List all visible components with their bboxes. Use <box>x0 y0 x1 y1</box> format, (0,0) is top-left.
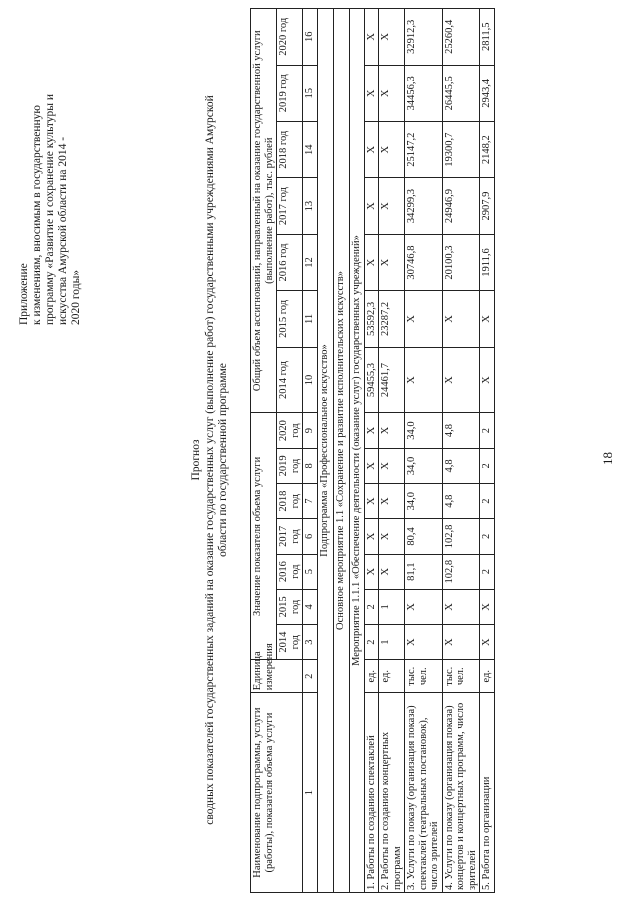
row-value: 20100,3 <box>442 234 480 290</box>
column-number: 13 <box>303 178 318 234</box>
row-value: 34,0 <box>405 413 443 448</box>
title-line: области по государственной программе <box>217 363 229 557</box>
header-year: 2019 год <box>277 65 303 121</box>
row-value: X <box>379 554 405 589</box>
header-name: Наименование подпрограммы, услуги (работы), показателя объема услуги <box>251 693 303 893</box>
row-value: X <box>364 65 379 121</box>
table-row <box>405 9 443 893</box>
appendix-line: к изменениям, вносимым в государственную <box>31 105 43 325</box>
row-value: 25260,4 <box>442 9 480 66</box>
row-value: X <box>364 9 379 66</box>
row-value: 1 <box>379 625 405 660</box>
row-unit: ед. <box>480 660 495 693</box>
row-value: X <box>379 178 405 234</box>
header-year: 2018 год <box>277 484 303 519</box>
row-value: X <box>405 291 443 347</box>
row-value: 19300,7 <box>442 122 480 178</box>
row-value: 2 <box>480 519 495 554</box>
column-number: 5 <box>303 554 318 589</box>
row-value: X <box>442 625 480 660</box>
appendix-line: Приложение <box>18 263 30 325</box>
row-value: 24461,7 <box>379 347 405 413</box>
header-year: 2015 год <box>277 589 303 624</box>
column-number: 1 <box>303 693 318 893</box>
row-value: 23287,2 <box>379 291 405 347</box>
row-value: 2907,9 <box>480 178 495 234</box>
row-name: 5. Работа по организации <box>480 693 495 893</box>
table-row <box>379 9 405 893</box>
row-value: X <box>379 448 405 483</box>
table-row <box>480 9 495 893</box>
subprogram-row <box>317 9 333 893</box>
row-value: X <box>379 65 405 121</box>
header-volume-group: Значение показателя объема услуги <box>251 413 277 660</box>
row-value: 2 <box>364 625 379 660</box>
header-year: 2016 год <box>277 234 303 290</box>
header-year: 2020 год <box>277 9 303 66</box>
header-year: 2020 год <box>277 413 303 448</box>
table-row <box>364 9 379 893</box>
row-value: 4,8 <box>442 413 480 448</box>
row-value: X <box>364 519 379 554</box>
row-name: 1. Работы по созданию спектаклей <box>364 693 379 893</box>
row-value: X <box>480 589 495 624</box>
row-value: 2 <box>364 589 379 624</box>
title-line: Прогноз <box>190 439 202 481</box>
row-value: 2148,2 <box>480 122 495 178</box>
appendix-line: искусства Амурской области на 2014 - <box>57 136 69 325</box>
row-value: 4,8 <box>442 448 480 483</box>
row-name: 4. Услуги по показу (организация показа) концертов и концертных программ, число зрителей <box>442 693 480 893</box>
row-unit: ед. <box>364 660 379 693</box>
event-row <box>349 9 364 893</box>
column-number: 11 <box>303 291 318 347</box>
row-value: 25147,2 <box>405 122 443 178</box>
row-value: X <box>379 484 405 519</box>
row-value: 59455,3 <box>364 347 379 413</box>
row-value: 2 <box>480 554 495 589</box>
column-number: 10 <box>303 347 318 413</box>
main-event-title: Основное мероприятие 1.1 «Сохранение и развитие исполнительских искусств» <box>333 9 349 893</box>
row-unit: тыс. чел. <box>442 660 480 693</box>
row-value: X <box>364 554 379 589</box>
row-value: 2811,5 <box>480 9 495 66</box>
appendix-note <box>18 25 83 325</box>
row-value: 30746,8 <box>405 234 443 290</box>
row-value: 102,8 <box>442 519 480 554</box>
row-value: 2943,4 <box>480 65 495 121</box>
appendix-line: 2020 годы» <box>70 269 82 325</box>
row-value: X <box>379 122 405 178</box>
column-number: 15 <box>303 65 318 121</box>
row-value: 1 <box>379 589 405 624</box>
subprogram-title: Подпрограмма «Профессиональное искусство» <box>317 9 333 893</box>
table-body <box>303 9 495 893</box>
row-value: X <box>405 347 443 413</box>
row-unit: ед. <box>379 660 405 693</box>
column-number: 2 <box>303 660 318 693</box>
column-number: 7 <box>303 484 318 519</box>
row-value: X <box>364 234 379 290</box>
column-number: 9 <box>303 413 318 448</box>
header-year: 2014 год <box>277 347 303 413</box>
column-number: 3 <box>303 625 318 660</box>
row-value: X <box>379 234 405 290</box>
row-value: 34299,3 <box>405 178 443 234</box>
column-number-row <box>303 9 318 893</box>
row-value: X <box>364 484 379 519</box>
row-value: X <box>405 625 443 660</box>
header-year: 2016 год <box>277 554 303 589</box>
row-value: X <box>364 178 379 234</box>
column-number: 4 <box>303 589 318 624</box>
document-title <box>190 75 231 845</box>
column-number: 8 <box>303 448 318 483</box>
column-number: 16 <box>303 9 318 66</box>
row-value: 80,4 <box>405 519 443 554</box>
row-value: X <box>379 9 405 66</box>
row-name: 3. Услуги по показу (организация показа) спектаклей (театральных постановок), число зрителей <box>405 693 443 893</box>
row-value: 34,0 <box>405 448 443 483</box>
column-number: 12 <box>303 234 318 290</box>
row-value: X <box>480 347 495 413</box>
header-year: 2015 год <box>277 291 303 347</box>
row-value: X <box>442 347 480 413</box>
row-value: X <box>379 413 405 448</box>
row-value: 102,8 <box>442 554 480 589</box>
appendix-line: программу «Развитие и сохранение культуры и <box>44 93 56 325</box>
row-value: X <box>405 589 443 624</box>
row-value: 4,8 <box>442 484 480 519</box>
page-number: 18 <box>600 452 615 465</box>
row-value: X <box>480 291 495 347</box>
header-year: 2017 год <box>277 519 303 554</box>
header-year: 2014 год <box>277 625 303 660</box>
header-year: 2018 год <box>277 122 303 178</box>
row-value: X <box>364 448 379 483</box>
row-value: X <box>364 122 379 178</box>
event-title: Мероприятие 1.1.1 «Обеспечение деятельности (оказание услуг) государственных учреждений» <box>349 9 364 893</box>
row-value: 34,0 <box>405 484 443 519</box>
header-unit: Единица измерения <box>251 660 303 693</box>
row-value: X <box>379 519 405 554</box>
row-value: X <box>442 589 480 624</box>
row-value: X <box>364 413 379 448</box>
row-value: 34456,3 <box>405 65 443 121</box>
main-event-row <box>333 9 349 893</box>
header-year: 2019 год <box>277 448 303 483</box>
row-value: 1911,6 <box>480 234 495 290</box>
row-unit: тыс. чел. <box>405 660 443 693</box>
row-value: X <box>442 291 480 347</box>
row-value: 2 <box>480 448 495 483</box>
forecast-table <box>250 8 495 893</box>
row-value: 26445,5 <box>442 65 480 121</box>
row-value: 53592,3 <box>364 291 379 347</box>
header-year: 2017 год <box>277 178 303 234</box>
table-row <box>442 9 480 893</box>
row-value: 2 <box>480 413 495 448</box>
title-line: сводных показателей государственных заданий на оказание государственных услуг (выполнение работ) государственными учреждениями Амурской <box>203 95 216 825</box>
row-value: 2 <box>480 484 495 519</box>
column-number: 6 <box>303 519 318 554</box>
row-value: 24946,9 <box>442 178 480 234</box>
column-number: 14 <box>303 122 318 178</box>
row-name: 2. Работы по созданию концертных программ <box>379 693 405 893</box>
row-value: X <box>480 625 495 660</box>
row-value: 81,1 <box>405 554 443 589</box>
header-cost-group: Общий объем ассигнований, направленный на оказание государственной услуги (выполнение работ), тыс. рублей <box>251 9 277 413</box>
row-value: 32912,3 <box>405 9 443 66</box>
